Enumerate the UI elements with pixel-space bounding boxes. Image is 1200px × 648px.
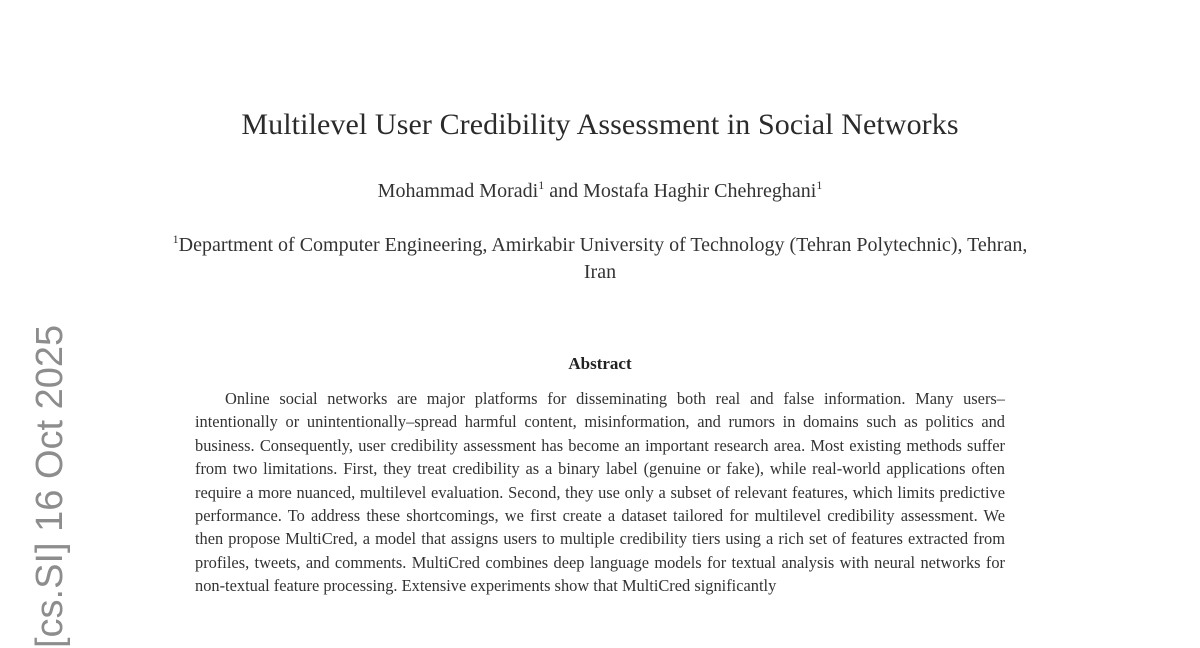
affiliation-text: Department of Computer Engineering, Amirkabir University of Technology (Tehran Polytechnic), Tehran, Iran [178,234,1028,283]
author-affil-mark: 1 [538,178,545,192]
author-connector: and [549,180,579,202]
author-name: Mostafa Haghir Chehreghani [583,180,817,202]
paper-title: Multilevel User Credibility Assessment in Social Networks [241,108,959,141]
affiliation [160,226,1040,286]
abstract-heading: Abstract [568,354,632,373]
abstract-text: Online social networks are major platforms for disseminating both real and false information. Many users–intentionally or unintentionally–spread harmful content, misinformation, and rumors in domains such as politics and business. Consequently, user credibility assessment has become an important research area. Most existing methods suffer from two limitations. First, they treat credibility as a binary label (genuine or fake), while real-world applications often require a more nuanced, multilevel evaluation. Second, they use only a subset of relevant features, which limits predictive performance. To address these shortcomings, we first create a dataset tailored for multilevel credibility assessment. We then propose MultiCred, a model that assigns users to multiple credibility tiers using a rich set of features extracted from profiles, tweets, and comments. MultiCred combines deep language models for textual analysis with neural networks for non-textual feature processing. Extensive experiments show that MultiCred significantly [195,389,1005,596]
author-name: Mohammad Moradi [377,180,539,202]
arxiv-sidebar-stamp: [cs.SI] 16 Oct 2025 [29,324,71,648]
author-affil-mark: 1 [816,178,823,192]
affiliation-mark: 1 [172,232,179,246]
author-line [0,178,1200,203]
